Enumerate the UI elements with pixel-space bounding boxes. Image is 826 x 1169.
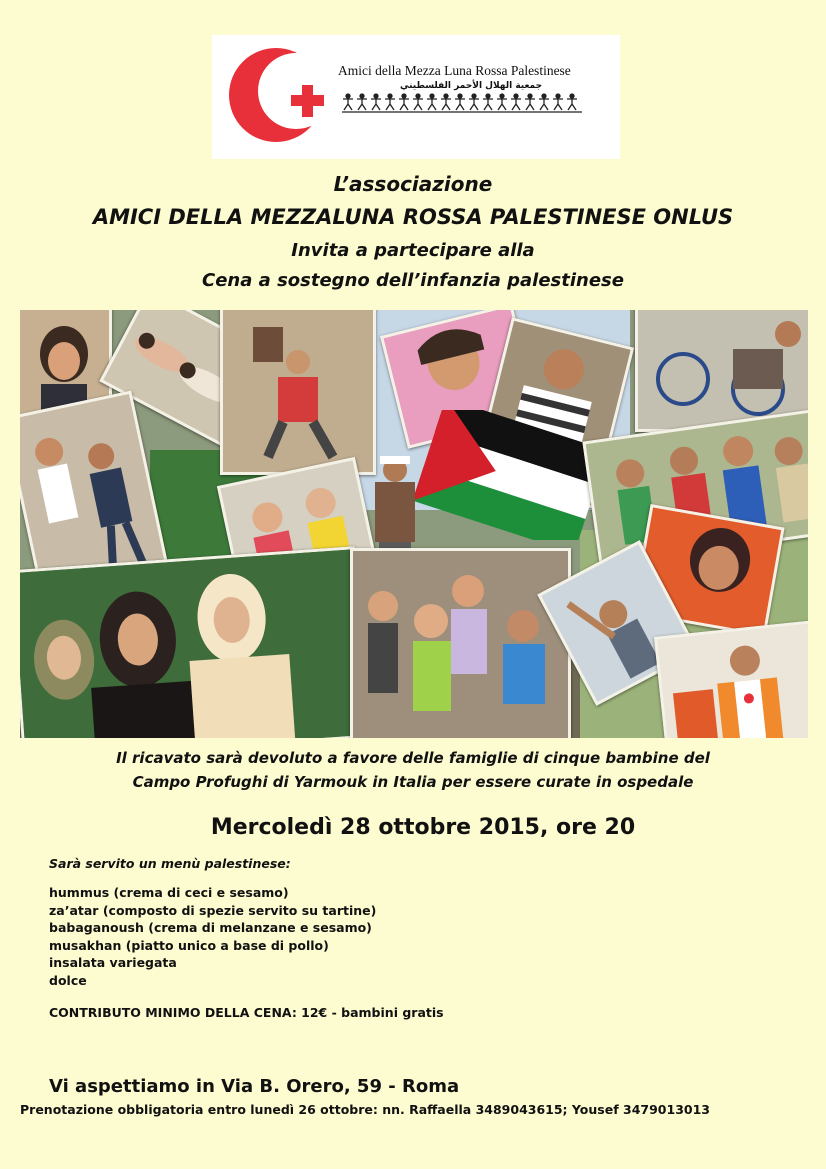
invitation-line: Invita a partecipare alla (291, 240, 535, 261)
photo-collage (20, 310, 808, 738)
menu-item: dolce (49, 972, 87, 988)
dinner-title: Cena a sostegno dell’infanzia palestinese (202, 270, 624, 291)
proceeds-description-2: Campo Profughi di Yarmouk in Italia per essere curate in ospedale (132, 773, 694, 791)
palestinian-flag (405, 410, 605, 540)
menu-item: insalata variegata (49, 955, 177, 970)
association-logo (212, 35, 620, 159)
menu-item: za’atar (composto di spezie servito su tartine) (49, 902, 377, 918)
menu-item: hummus (crema di ceci e sesamo) (49, 885, 289, 900)
photo-children-group (350, 548, 571, 738)
proceeds-description: Il ricavato sarà devoluto a favore delle famiglie di cinque bambine del (116, 749, 710, 767)
red-crescent-cross-icon (226, 43, 331, 148)
minimum-contribution: CONTRIBUTO MINIMO DELLA CENA: 12€ - bambini gratis (49, 1005, 444, 1020)
event-date: Mercoledì 28 ottobre 2015, ore 20 (210, 815, 636, 840)
menu-item: babaganoush (crema di melanzane e sesamo) (49, 920, 372, 935)
children-chain-icon (342, 93, 582, 113)
menu-intro: Sarà servito un menù palestinese: (49, 856, 291, 871)
booking-info: Prenotazione obbligatoria entro lunedì 26 ottobre: nn. Raffaella 3489043615; Yousef 3479013013 (20, 1102, 710, 1117)
logo-arabic-title: جمعية الهلال الأحمر الفلسطيني (400, 81, 543, 91)
association-name: AMICI DELLA MEZZALUNA ROSSA PALESTINESE ONLUS (92, 205, 734, 229)
event-address: Vi aspettiamo in Via B. Orero, 59 - Roma (49, 1076, 460, 1097)
menu-list (49, 884, 376, 989)
photo-boys-playing (220, 310, 376, 475)
photo-girls-hijab (20, 546, 368, 738)
intro-heading: L’associazione (333, 172, 493, 196)
menu-item: musakhan (piatto unico a base di pollo) (49, 937, 329, 953)
logo-title: Amici della Mezza Luna Rossa Palestinese (338, 63, 571, 78)
photo-volunteer (654, 620, 808, 738)
